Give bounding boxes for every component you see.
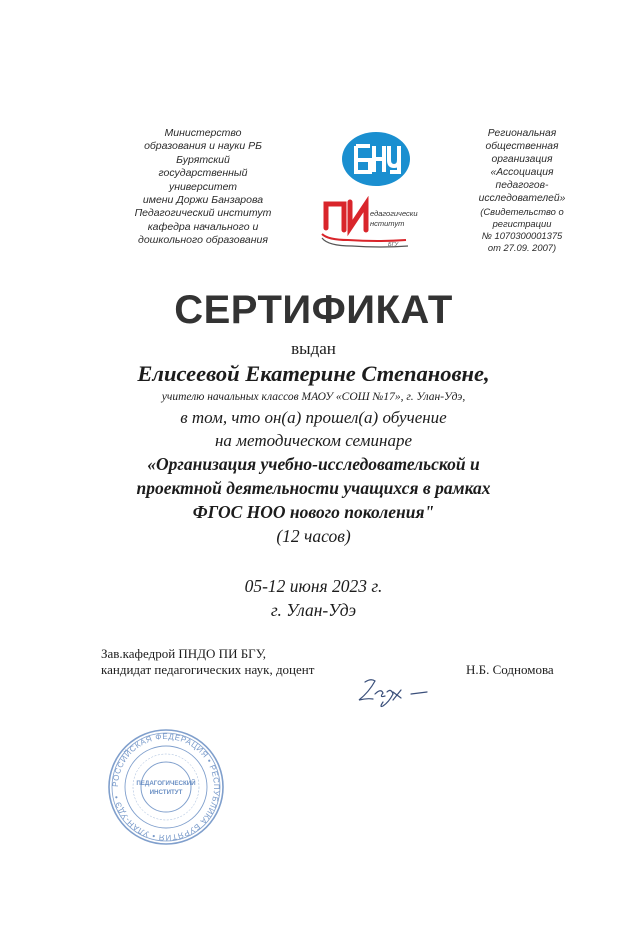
svg-text:РОССИЙСКАЯ ФЕДЕРАЦИЯ • РЕСПУБЛ — [111, 732, 221, 842]
header-left-line: образования и науки РБ — [144, 140, 262, 153]
stamp-center-line2: ИНСТИТУТ — [149, 789, 183, 796]
header-left-ministry — [108, 127, 298, 248]
header-left-line: имени Доржи Банзарова — [142, 194, 264, 207]
seminar-topic-line: проектной деятельности учащихся в рамках — [136, 478, 491, 498]
header-left-line: кафедра начального и — [147, 220, 259, 233]
institute-logo-caption: едагогический — [370, 209, 418, 218]
header-right-registration: (Свидетельство о — [480, 205, 564, 217]
certificate-title: СЕРТИФИКАТ — [174, 288, 453, 332]
header-left-line: Бурятский — [176, 153, 230, 166]
recipient-position: учителю начальных классов МАОУ «СОШ №17», г. Улан-Удэ, — [161, 391, 466, 403]
signatory-position-line2: кандидат педагогических наук, доцент — [101, 662, 315, 677]
header-right-registration: от 27.09. 2007) — [487, 241, 557, 253]
header-right-line: педагогов- — [495, 180, 549, 192]
institute-logo-caption: БГУ — [388, 242, 399, 248]
seminar-statement: на методическом семинаре — [214, 431, 412, 450]
official-stamp-icon — [107, 728, 225, 851]
seminar-dates: 05-12 июня 2023 г. — [244, 576, 383, 596]
training-statement: в том, что он(а) прошел(а) обучение — [180, 408, 447, 427]
university-logo-text: БГУ — [376, 186, 378, 187]
recipient-name: Елисеевой Екатерине Степановне, — [137, 361, 490, 386]
header-right-line: «Ассоциация — [490, 167, 554, 179]
header-right-line: исследователей» — [478, 193, 566, 205]
issued-label: выдан — [291, 339, 336, 358]
header-right-line: общественная — [485, 141, 559, 153]
seminar-city: г. Улан-Удэ — [270, 600, 357, 620]
institute-logo-caption: нститут — [370, 219, 405, 228]
university-logo-icon — [340, 130, 412, 193]
header-right-association — [462, 127, 582, 254]
seminar-topic-line: «Организация учебно-исследовательской и — [147, 454, 480, 474]
header-left-line: Министерство — [164, 127, 242, 139]
header-right-registration: регистрации — [492, 217, 552, 229]
institute-logo-text: ПИ — [318, 196, 320, 197]
header-right-registration: № 1070300001375 — [481, 229, 563, 241]
institute-logo-icon — [318, 196, 418, 259]
header-left-line: дошкольного образования — [138, 234, 268, 247]
stamp-center-line1: ПЕДАГОГИЧЕСКИЙ — [136, 780, 196, 787]
signatory-position-line1: Зав.кафедрой ПНДО ПИ БГУ, — [101, 646, 267, 661]
signatory-name: Н.Б. Содномова — [466, 662, 554, 677]
header-left-line: государственный — [158, 167, 248, 180]
seminar-hours: (12 часов) — [276, 526, 351, 546]
header-right-line: организация — [491, 154, 553, 166]
stamp-outer-text: РОССИЙСКАЯ ФЕДЕРАЦИЯ • РЕСПУБЛИКА БУРЯТИЯ • УЛАН-УДЭ • — [110, 731, 222, 843]
header-right-line: Региональная — [487, 128, 557, 139]
header-left-line: университет — [168, 180, 238, 193]
handwritten-signature-icon — [345, 672, 435, 717]
header-left-line: Педагогический институт — [134, 207, 272, 220]
seminar-topic-line: ФГОС НОО нового поколения" — [192, 502, 435, 522]
